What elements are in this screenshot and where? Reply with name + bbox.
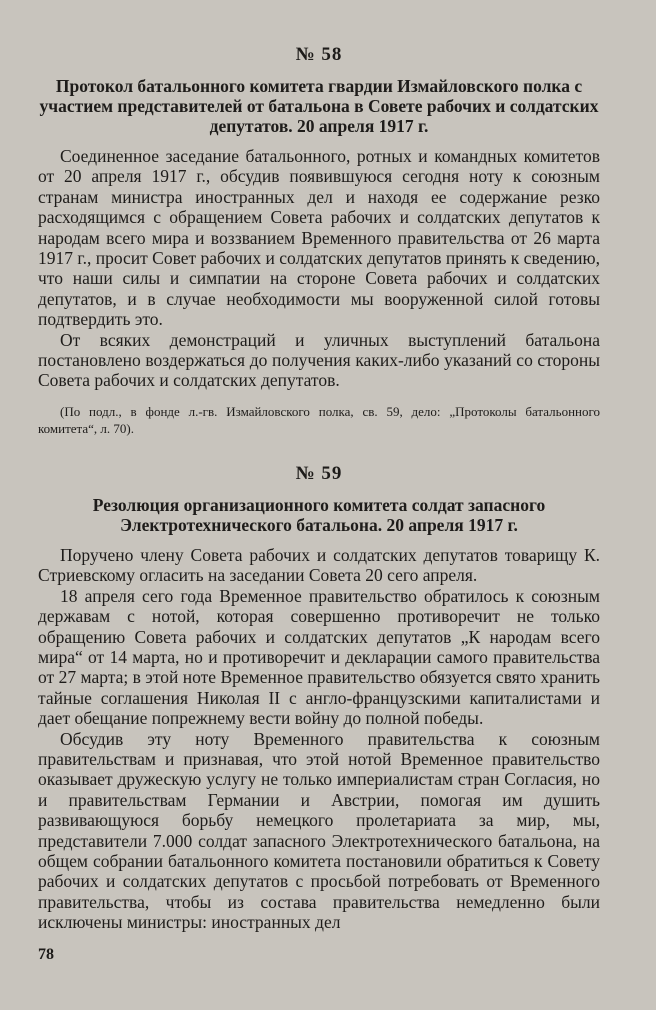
- document-title: Резолюция организационного комитета солдат запасного Электротехнического батальона. 20 апреля 1917 г.: [92, 494, 546, 535]
- document-title: Протокол батальонного комитета гвардии Измайловского полка с участием представителей от батальона в Совете рабочих и солдатских депутатов. 20 апреля 1917 г.: [39, 76, 599, 136]
- paragraph: Поручено члену Совета рабочих и солдатских депутатов товарищу К. Стриевскому огласить на заседании Совета 20 сего апреля.: [38, 544, 600, 586]
- document-number: № 58: [295, 44, 343, 65]
- source-note: (По подл., в фонде л.-гв. Измайловского полка, св. 59, дело: „Протоколы батальонного комитета“, л. 70).: [38, 403, 600, 436]
- page-number: 78: [38, 946, 54, 963]
- paragraph: Соединенное заседание батальонного, ротных и командных комитетов от 20 апреля 1917 г., обсудив появившуюся сегодня ноту к союзным странам министра иностранных дел и находя ее содержание резко расходящимся с обращением Совета рабочих и солдатских депутатов к народам всего мира и воззванием Временного правительства от 26 марта 1917 г., просит Совет рабочих и солдатских депутатов принять к сведению, что наши силы и симпатии на стороне Совета рабочих и солдатских депутатов, и в случае необходимости мы вооруженной силой готовы подтвердить это.: [38, 146, 600, 330]
- document-58: [38, 44, 600, 437]
- paragraph: Обсудив эту ноту Временного правительства к союзным правительствам и признавая, что этой нотой Временное правительство оказывает дружескую услугу не только империалистам стран Согласия, но и правительствам Германии и Австрии, помогая им душить развивающуюся борьбу немецкого пролетариата за мир, мы, представители 7.000 солдат запасного Электротехнического батальона, на общем собрании батальонного комитета постановили обратиться к Совету рабочих и солдатских депутатов с просьбой потребовать от Временного правительства, чтобы из состава правительства немедленно были исключены министры: иностранных дел: [38, 728, 600, 933]
- paragraph: От всяких демонстраций и уличных выступлений батальона постановлено воздержаться до получения каких-либо указаний со стороны Совета рабочих и солдатских депутатов.: [38, 329, 600, 391]
- paragraph: 18 апреля сего года Временное правительство обратилось к союзным державам с нотой, которая совершенно противоречит не только обращению Совета рабочих и солдатских депутатов „К народам всего мира“ от 14 марта, но и противоречит и декларации самого правительства от 27 марта; в этой ноте Временное правительство обязуется свято хранить тайные соглашения Николая II с англо-французскими капиталистами и дает обещание попрежнему вести войну до полной победы.: [38, 585, 600, 729]
- document-number: № 59: [295, 462, 343, 484]
- document-59: [38, 463, 600, 933]
